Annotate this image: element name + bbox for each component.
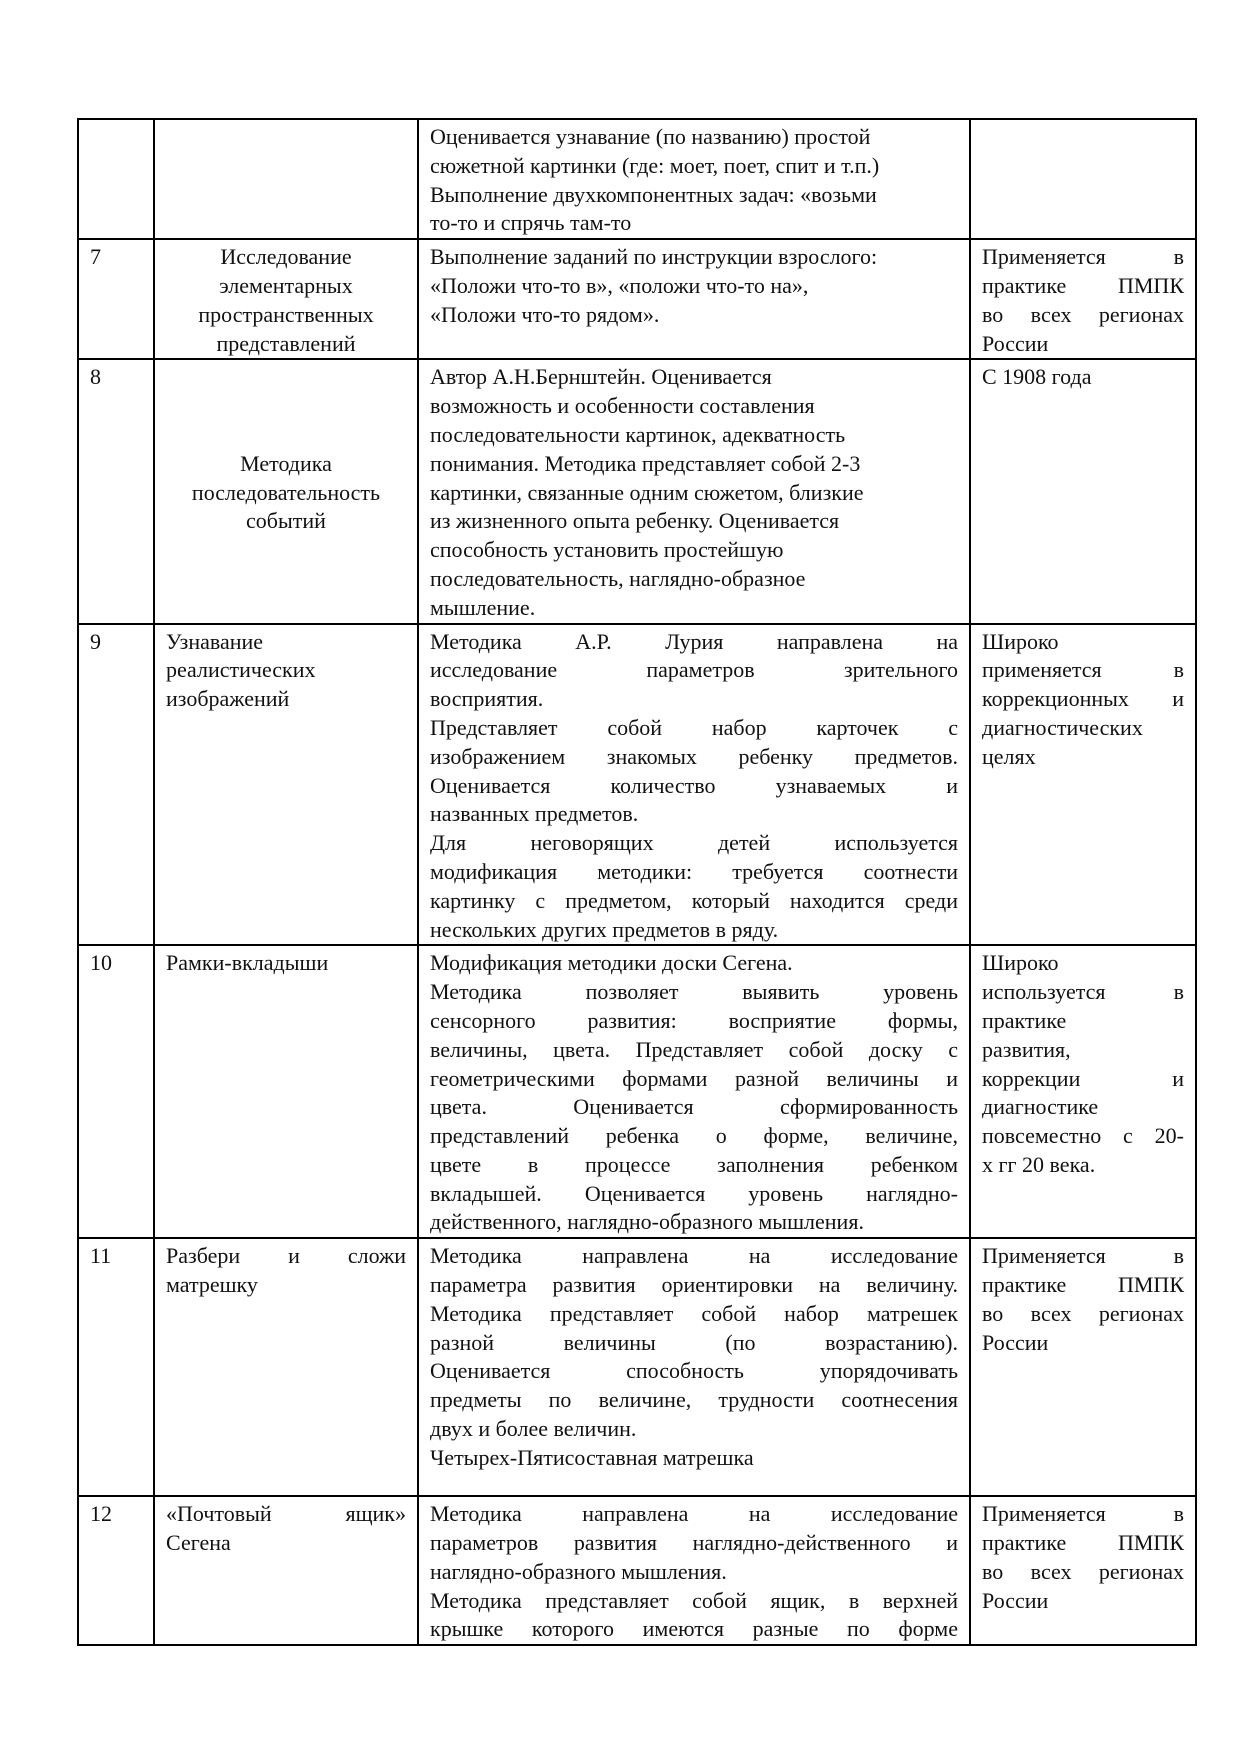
cell-note <box>970 624 1196 946</box>
methods-table <box>77 118 1197 1646</box>
text-line: сенсорного развития: восприятие формы, <box>430 1007 958 1033</box>
row-number: 7 <box>78 239 154 359</box>
text-line: крышке которого имеются разные по форме <box>430 1616 958 1642</box>
text-line: Методика направлена на исследование <box>430 1243 958 1269</box>
text-line: последовательность, наглядно-образное <box>430 565 806 591</box>
text-line: исследование параметров зрительного <box>430 657 958 683</box>
text-line: развития, <box>982 1036 1071 1062</box>
text-line: Выполнение заданий по инструкции взрослого: <box>430 244 878 270</box>
cell-name <box>154 119 418 239</box>
text-line: Разбери и сложи <box>166 1243 406 1269</box>
text-line: представлений <box>216 330 356 356</box>
row-number: 8 <box>78 359 154 623</box>
cell-note <box>970 119 1196 239</box>
text-line: Методика А.Р. Лурия направлена на <box>430 628 958 654</box>
text-line: модификация методики: требуется соотнести <box>430 858 958 884</box>
text-line: предметы по величине, трудности соотнесения <box>430 1387 958 1413</box>
text-line: России <box>982 1329 1049 1355</box>
text-line: величины, цвета. Представляет собой доску с <box>430 1036 958 1062</box>
row-number <box>78 119 154 239</box>
text-line: Методика позволяет выявить уровень <box>430 979 958 1005</box>
text-line: мышление. <box>430 594 536 620</box>
cell-note <box>970 945 1196 1238</box>
text-line: Для неговорящих детей используется <box>430 830 958 856</box>
cell-name <box>154 945 418 1238</box>
text-line: Применяется в <box>982 1243 1184 1269</box>
text-line: коррекции и <box>982 1065 1184 1091</box>
text-line: разной величины (по возрастанию). <box>430 1329 958 1355</box>
text-line: диагностике <box>982 1094 1099 1120</box>
text-line: последовательность <box>191 479 381 505</box>
text-line: Узнавание <box>166 628 264 654</box>
text-line: представлений ребенка о форме, величине, <box>430 1123 958 1149</box>
text-line: во всех регионах <box>982 1558 1184 1584</box>
cell-name <box>154 1238 418 1496</box>
table-row <box>78 624 1196 946</box>
text-line: действенного, наглядно-образного мышления. <box>430 1209 864 1235</box>
text-line: Методика <box>240 450 332 476</box>
text-line: матрешку <box>166 1272 258 1298</box>
cell-desc <box>418 624 970 946</box>
text-line: Широко <box>982 628 1059 654</box>
cell-note <box>970 359 1196 623</box>
text-line: реалистических <box>166 657 316 683</box>
text-line: цвета. Оценивается сформированность <box>430 1094 958 1120</box>
text-line: восприятия. <box>430 686 544 712</box>
text-line: картинки, связанные одним сюжетом, близкие <box>430 479 864 505</box>
cell-name <box>154 359 418 623</box>
text-line: понимания. Методика представляет собой 2-3 <box>430 450 861 476</box>
text-line: то-то и спрячь там-то <box>430 210 632 236</box>
text-line: Применяется в <box>982 1501 1184 1527</box>
text-line: Методика представляет собой ящик, в верхней <box>430 1587 958 1613</box>
row-number: 11 <box>78 1238 154 1496</box>
text-line: практике ПМПК <box>982 1272 1184 1298</box>
text-line: используется в <box>982 979 1184 1005</box>
text-line: Методика направлена на исследование <box>430 1501 958 1527</box>
text-line: наглядно-образного мышления. <box>430 1558 727 1584</box>
text-line: способность установить простейшую <box>430 537 784 563</box>
text-line: изображений <box>166 686 290 712</box>
table-row <box>78 1238 1196 1496</box>
cell-desc <box>418 359 970 623</box>
text-line: применяется в <box>982 657 1184 683</box>
text-line: параметра развития ориентировки на величину. <box>430 1272 958 1298</box>
cell-note <box>970 1496 1196 1645</box>
cell-name <box>154 624 418 946</box>
cell-desc <box>418 119 970 239</box>
text-line: «Почтовый ящик» <box>166 1501 406 1527</box>
text-line: Сегена <box>166 1530 231 1556</box>
text-line: названных предметов. <box>430 801 639 827</box>
cell-note <box>970 239 1196 359</box>
text-line: геометрическими формами разной величины и <box>430 1065 958 1091</box>
table-row <box>78 119 1196 239</box>
text-line: Автор А.Н.Бернштейн. Оценивается <box>430 364 772 390</box>
text-line: Применяется в <box>982 244 1184 270</box>
table-row <box>78 359 1196 623</box>
cell-desc <box>418 1496 970 1645</box>
text-line: практике <box>982 1007 1067 1033</box>
text-line: Широко <box>982 950 1059 976</box>
text-line: «Положи что-то рядом». <box>430 301 660 327</box>
text-line: элементарных <box>219 272 353 298</box>
text-line: возможность и особенности составления <box>430 393 815 419</box>
text-line: Оценивается количество узнаваемых и <box>430 772 958 798</box>
text-line: Модификация методики доски Сегена. <box>430 950 793 976</box>
cell-note <box>970 1238 1196 1496</box>
row-number: 9 <box>78 624 154 946</box>
text-line: Рамки-вкладыши <box>166 950 329 976</box>
text-line: Оценивается способность упорядочивать <box>430 1358 958 1384</box>
text-line: «Положи что-то в», «положи что-то на», <box>430 272 809 298</box>
text-line: Выполнение двухкомпонентных задач: «возьми <box>430 181 877 207</box>
text-line: России <box>982 330 1049 356</box>
text-line: сюжетной картинки (где: моет, поет, спит и т.п.) <box>430 152 880 178</box>
cell-desc <box>418 945 970 1238</box>
text-line: Методика представляет собой набор матрешек <box>430 1300 958 1326</box>
text-line: повсеместно с 20- <box>982 1123 1184 1149</box>
text-line: диагностических <box>982 714 1143 740</box>
text-line: Оценивается узнавание (по названию) простой <box>430 124 871 149</box>
text-line: во всех регионах <box>982 1300 1184 1326</box>
text-line: цвете в процессе заполнения ребенком <box>430 1151 958 1177</box>
text-line: коррекционных и <box>982 686 1184 712</box>
cell-desc <box>418 239 970 359</box>
text-line: параметров развития наглядно-действенного и <box>430 1530 958 1556</box>
text-line: из жизненного опыта ребенку. Оценивается <box>430 508 840 534</box>
cell-name <box>154 1496 418 1645</box>
text-line: нескольких других предметов в ряду. <box>430 916 779 942</box>
row-number: 12 <box>78 1496 154 1645</box>
cell-desc <box>418 1238 970 1496</box>
text-line: Представляет собой набор карточек с <box>430 714 958 740</box>
text-line: событий <box>246 508 326 534</box>
table-row <box>78 239 1196 359</box>
table-row <box>78 1496 1196 1645</box>
table-row <box>78 945 1196 1238</box>
text-line: двух и более величин. <box>430 1416 637 1442</box>
text-line: вкладышей. Оценивается уровень наглядно- <box>430 1180 958 1206</box>
cell-name <box>154 239 418 359</box>
text-line: последовательности картинок, адекватность <box>430 421 846 447</box>
text-line: во всех регионах <box>982 301 1184 327</box>
text-line: С 1908 года <box>982 364 1092 390</box>
text-line: целях <box>982 743 1036 769</box>
text-line: картинку с предметом, который находится среди <box>430 887 958 913</box>
text-line: России <box>982 1587 1049 1613</box>
row-number: 10 <box>78 945 154 1238</box>
text-line: изображением знакомых ребенку предметов. <box>430 743 958 769</box>
text-line: Исследование <box>220 244 352 270</box>
text-line: практике ПМПК <box>982 272 1184 298</box>
text-line: практике ПМПК <box>982 1530 1184 1556</box>
text-line: Четырех-Пятисоставная матрешка <box>430 1444 754 1470</box>
text-line: пространственных <box>198 301 374 327</box>
text-line: х гг 20 века. <box>982 1151 1096 1177</box>
